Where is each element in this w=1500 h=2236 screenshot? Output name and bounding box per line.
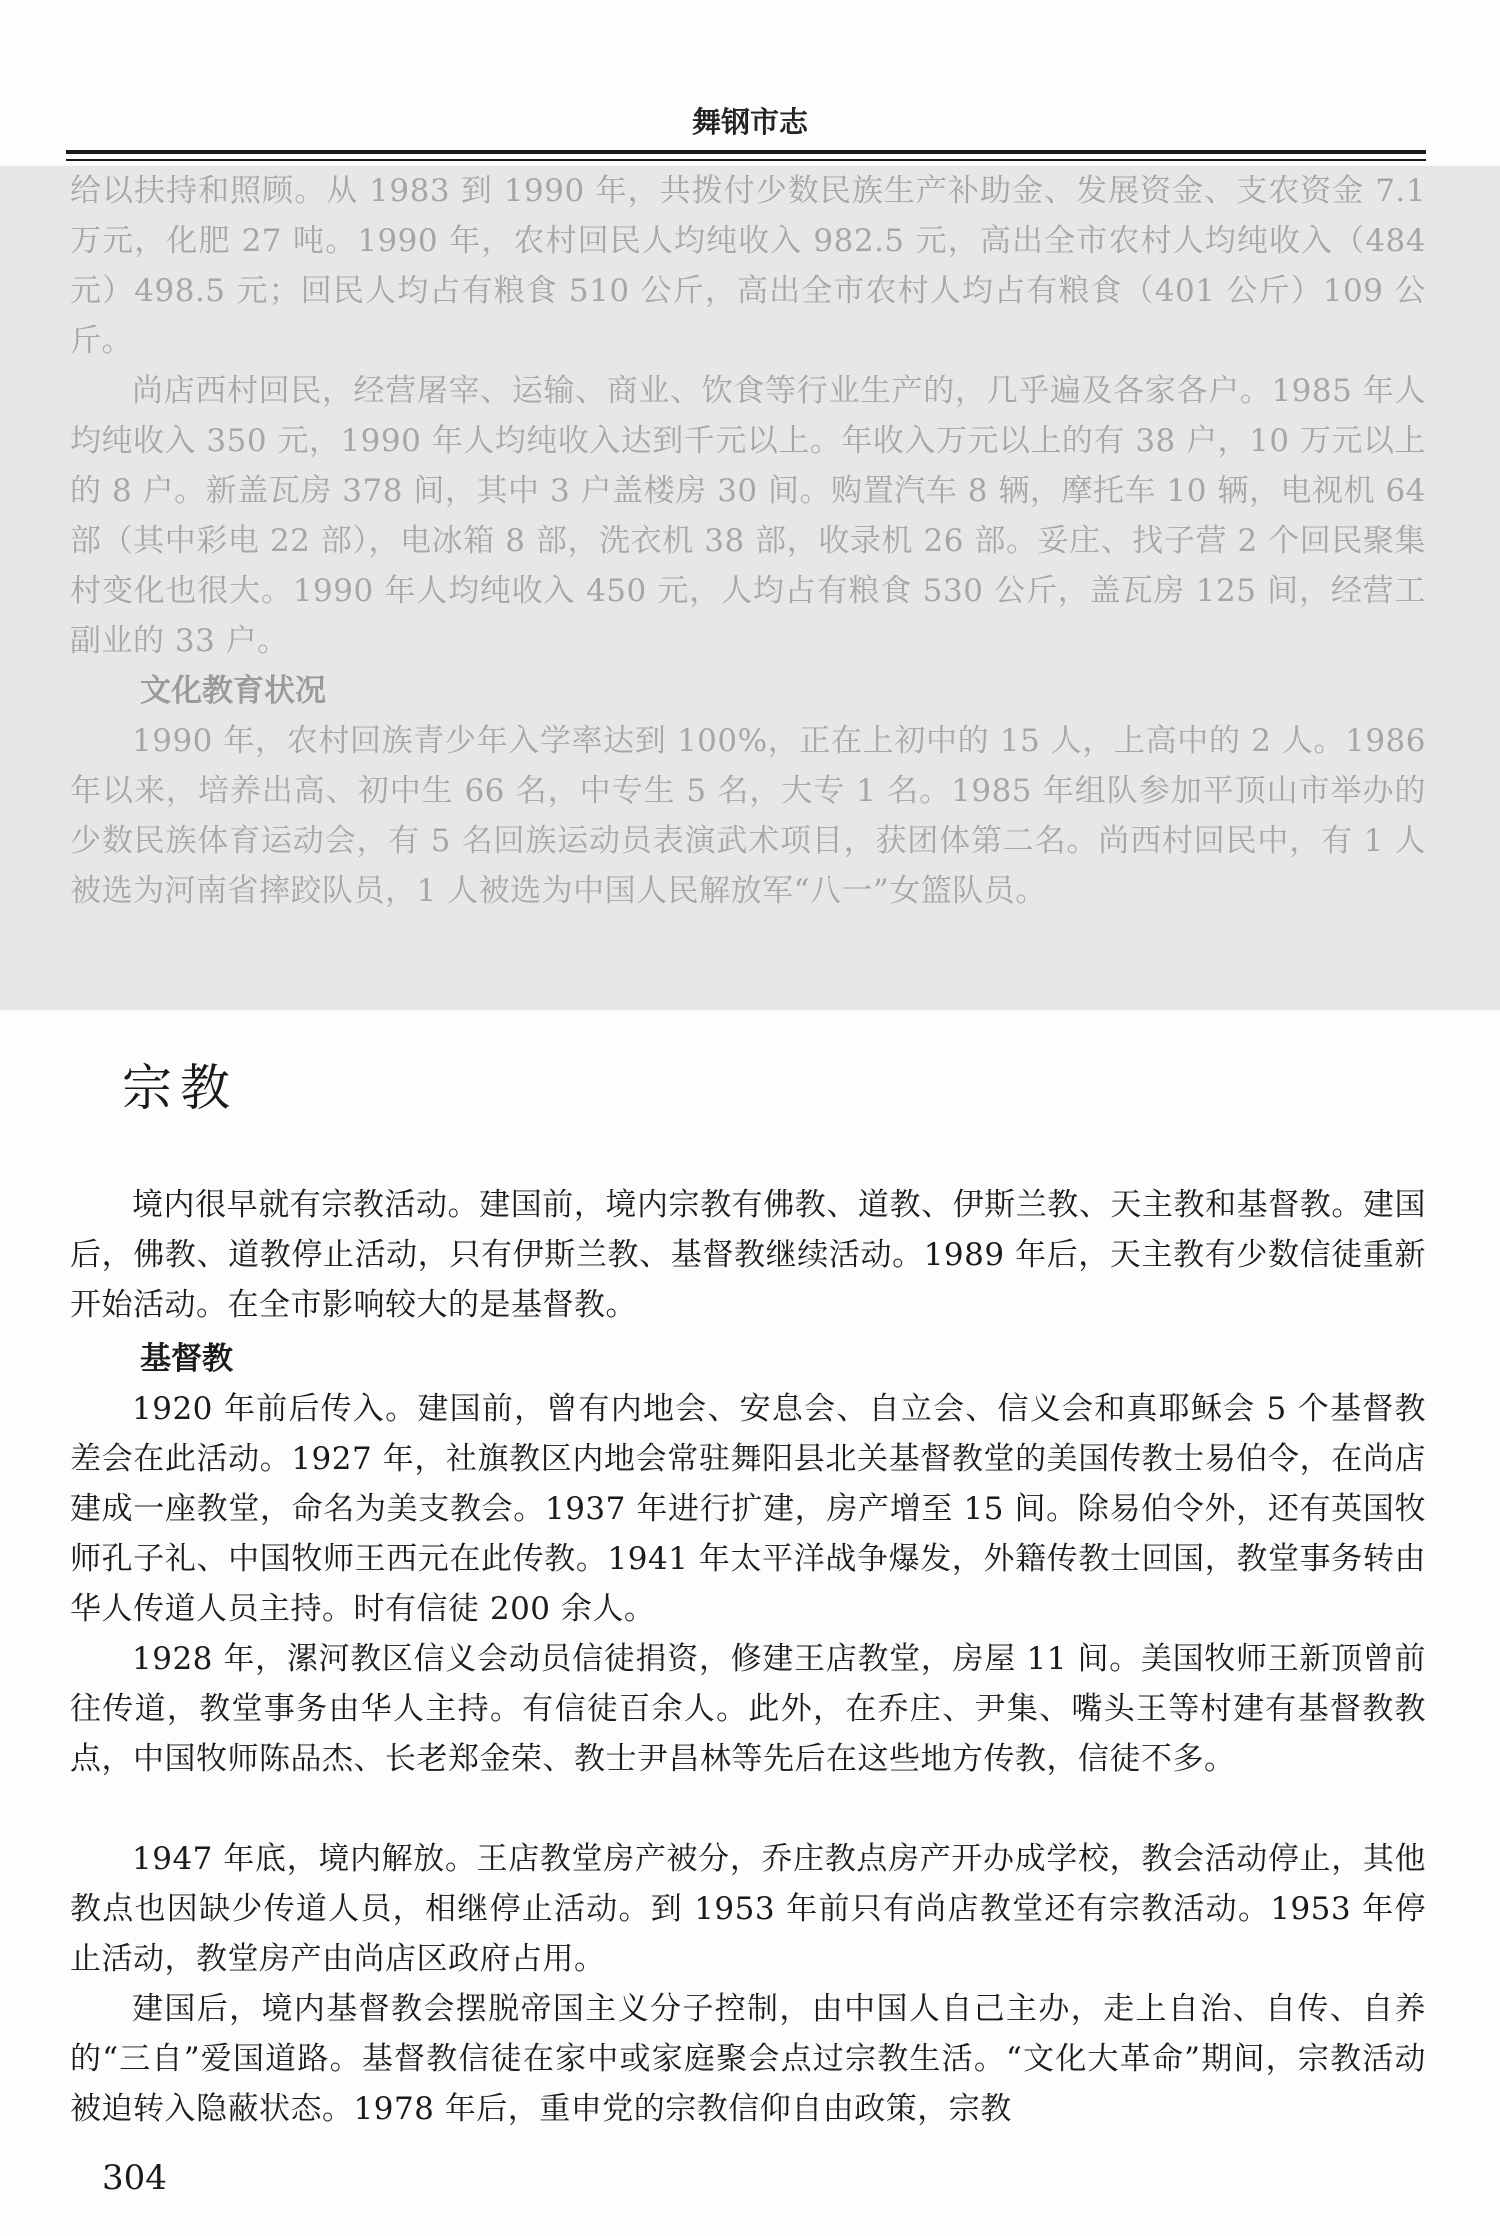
faded-paragraph-2: 尚店西村回民，经营屠宰、运输、商业、饮食等行业生产的，几乎遍及各家各户。1985 年人均纯收入 350 元，1990 年人均纯收入达到千元以上。年收入万元以上的有 38 户，10 万元以上的 8 户。新盖瓦房 378 间，其中 3 户盖楼房 30 间。购置汽车 8 辆，摩托车 10 辆，电视机 64 部（其中彩电 22 部），电冰箱 8 部，洗衣机 38 部，收录机 26 部。妥庄、找子营 2 个回民聚集村变化也很大。1990 年人均纯收入 450 元，人均占有粮食 530 公斤，盖瓦房 125 间，经营工副业的 33 户。 bbox=[70, 373, 1426, 659]
christianity-paragraph-2: 1928 年，漯河教区信义会动员信徒捐资，修建王店教堂，房屋 11 间。美国牧师王新顶曾前往传道，教堂事务由华人主持。有信徒百余人。此外，在乔庄、尹集、嘴头王等村建有基督教教点，中国牧师陈品杰、长老郑金荣、教士尹昌林等先后在这些地方传教，信徒不多。 bbox=[70, 1641, 1426, 1777]
faded-paragraph-1: 给以扶持和照顾。从 1983 到 1990 年，共拨付少数民族生产补助金、发展资金、支农资金 7.1 万元，化肥 27 吨。1990 年，农村回民人均纯收入 982.5 元，高出全市农村人均纯收入（484 元）498.5 元；回民人均占有粮食 510 公斤，高出全市农村人均占有粮食（401 公斤）109 公斤。 bbox=[70, 173, 1426, 359]
section-title: 宗教 bbox=[122, 1059, 238, 1117]
intro-paragraph: 境内很早就有宗教活动。建国前，境内宗教有佛教、道教、伊斯兰教、天主教和基督教。建国后，佛教、道教停止活动，只有伊斯兰教、基督教继续活动。1989 年后，天主教有少数信徒重新开始活动。在全市影响较大的是基督教。 bbox=[70, 1187, 1426, 1323]
faded-text-region bbox=[0, 166, 1500, 1010]
running-title: 舞钢市志 bbox=[691, 105, 808, 139]
christianity-paragraph-3: 1947 年底，境内解放。王店教堂房产被分，乔庄教点房产开办成学校，教会活动停止，其他教点也因缺少传道人员，相继停止活动。到 1953 年前只有尚店教堂还有宗教活动。1953 年停止活动，教堂房产由尚店区政府占用。 bbox=[70, 1841, 1426, 1977]
subheading-christianity: 基督教 bbox=[140, 1341, 233, 1377]
christianity-paragraph-1: 1920 年前后传入。建国前，曾有内地会、安息会、自立会、信义会和真耶稣会 5 个基督教差会在此活动。1927 年，社旗教区内地会常驻舞阳县北关基督教堂的美国传教士易伯令，在尚店建成一座教堂，命名为美支教会。1937 年进行扩建，房产增至 15 间。除易伯令外，还有英国牧师孔子礼、中国牧师王西元在此传教。1941 年太平洋战争爆发，外籍传教士回国，教堂事务转由华人传道人员主持。时有信徒 200 余人。 bbox=[70, 1391, 1426, 1627]
faded-paragraph-3: 1990 年，农村回族青少年入学率达到 100%，正在上初中的 15 人，上高中的 2 人。1986 年以来，培养出高、初中生 66 名，中专生 5 名，大专 1 名。1985 年组队参加平顶山市举办的少数民族体育运动会，有 5 名回族运动员表演武术项目，获团体第二名。尚西村回民中，有 1 人被选为河南省摔跤队员，1 人被选为中国人民解放军“八一”女篮队员。 bbox=[70, 723, 1426, 909]
page-number: 304 bbox=[102, 2158, 167, 2198]
faded-subheading: 文化教育状况 bbox=[140, 673, 326, 709]
header-rule-thin bbox=[66, 159, 1426, 161]
christianity-paragraph-4: 建国后，境内基督教会摆脱帝国主义分子控制，由中国人自己主办，走上自治、自传、自养的“三自”爱国道路。基督教信徒在家中或家庭聚会点过宗教生活。“文化大革命”期间，宗教活动被迫转入隐蔽状态。1978 年后，重申党的宗教信仰自由政策，宗教 bbox=[70, 1991, 1426, 2127]
header-rule-thick bbox=[66, 150, 1426, 154]
